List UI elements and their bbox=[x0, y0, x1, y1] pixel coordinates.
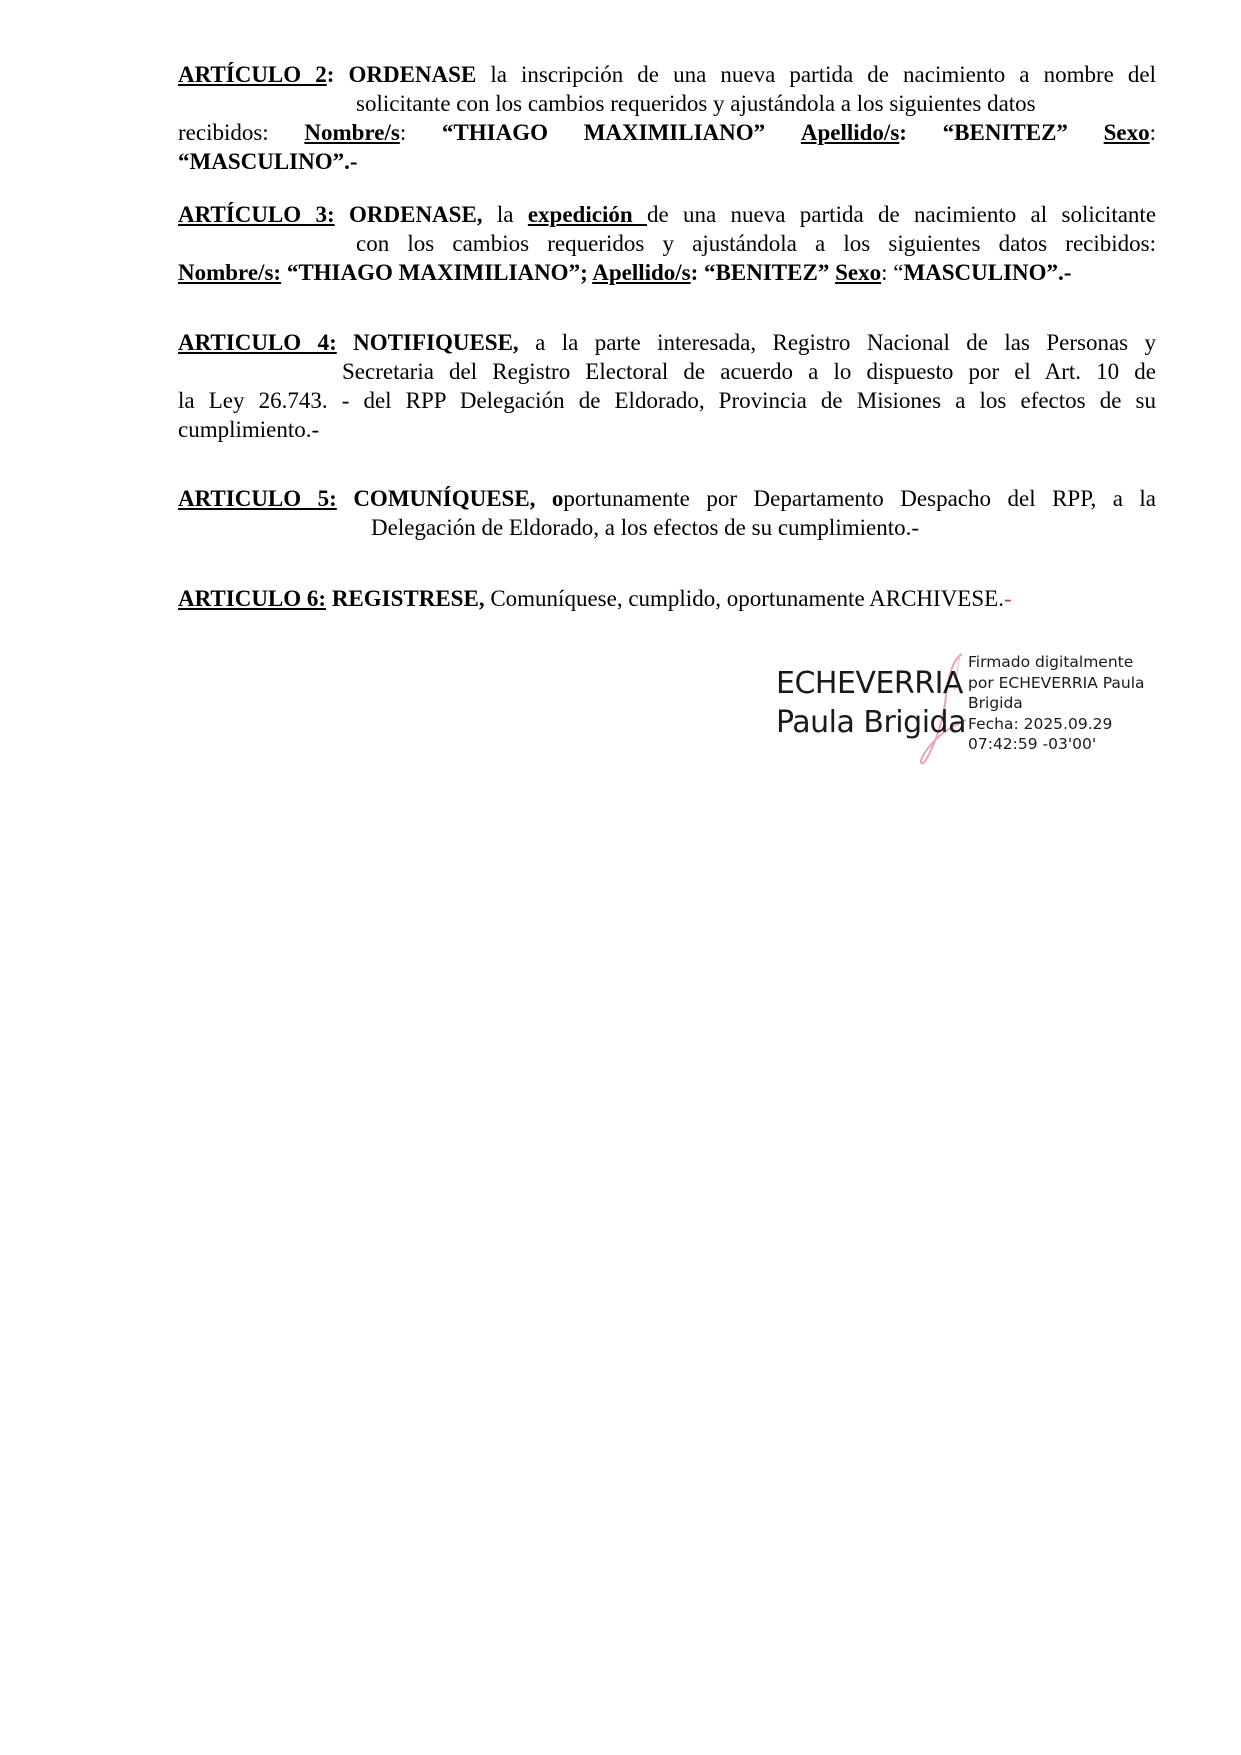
article-2-ending: .- bbox=[344, 149, 358, 174]
article-6-ending: - bbox=[1003, 586, 1012, 611]
signature-detail-2: por ECHEVERRIA Paula bbox=[968, 673, 1145, 692]
signature-detail-3: Brigida bbox=[968, 694, 1023, 712]
signer-surname: ECHEVERRIA bbox=[776, 666, 963, 701]
article-6-label: ARTICULO 6: bbox=[178, 586, 327, 611]
article-4-line-1 bbox=[178, 328, 1156, 357]
signature-detail-1: Firmado digitalmente bbox=[968, 653, 1134, 671]
article-2-text-2: solicitante con los cambios requeridos y ajustándola a los siguientes datos bbox=[356, 91, 1036, 116]
article-2-nombre-value: “THIAGO MAXIMILIANO” bbox=[441, 120, 766, 145]
signature-time: 07:42:59 -03'00' bbox=[968, 735, 1097, 753]
article-5-text-2: Delegación de Eldorado, a los efectos de su cumplimiento.- bbox=[371, 515, 919, 540]
article-4 bbox=[178, 328, 1156, 444]
article-2-keyword: ORDENASE bbox=[348, 62, 477, 87]
article-4-text-2: Secretaria del Registro Electoral de acuerdo a lo dispuesto por el Art. 10 de bbox=[342, 359, 1156, 384]
article-4-line-4 bbox=[178, 415, 1156, 444]
article-5-keyword: COMUNÍQUESE, o bbox=[353, 486, 564, 511]
article-5-line-2 bbox=[178, 513, 1156, 542]
article-4-label: ARTICULO 4: bbox=[178, 330, 337, 355]
article-2-sep-1: : bbox=[399, 120, 442, 145]
article-4-keyword: NOTIFIQUESE, bbox=[353, 330, 519, 355]
article-3-line-2 bbox=[178, 229, 1156, 258]
article-4-text-3: la Ley 26.743. - del RPP Delegación de Eldorado, Provincia de Misiones a los efectos de su bbox=[178, 388, 1156, 413]
article-4-text-4: cumplimiento.- bbox=[178, 417, 320, 442]
signer-given-names: Paula Brigida bbox=[776, 705, 966, 740]
article-3-nombre-label: Nombre/s: bbox=[178, 260, 282, 285]
article-3-label: ARTÍCULO 3: bbox=[178, 202, 335, 227]
article-3-sexo-label: Sexo bbox=[835, 260, 882, 285]
article-6-text-1: Comuníquese, cumplido, oportunamente ARCHIVESE. bbox=[484, 586, 1004, 611]
article-2-sexo-value: “MASCULINO” bbox=[178, 149, 345, 174]
digital-signature bbox=[776, 650, 1176, 770]
article-4-text-1: a la parte interesada, Registro Nacional de las Personas y bbox=[518, 330, 1157, 355]
signer-name bbox=[776, 664, 966, 742]
article-5 bbox=[178, 484, 1156, 542]
article-4-line-2 bbox=[178, 357, 1156, 386]
article-2-text-3: recibidos: bbox=[178, 120, 305, 145]
article-2-line-4 bbox=[178, 147, 1156, 176]
signature-date: Fecha: 2025.09.29 bbox=[968, 714, 1113, 733]
article-2-line-2 bbox=[178, 89, 1156, 118]
article-2-colon: : bbox=[326, 62, 335, 87]
article-5-text-1: portunamente por Departamento Despacho del RPP, a la bbox=[563, 486, 1157, 511]
article-3-apellido-value: : “BENITEZ” bbox=[690, 260, 836, 285]
article-3-text-2: de una nueva partida de nacimiento al solicitante bbox=[646, 202, 1157, 227]
article-2-apellido-value: “BENITEZ” bbox=[942, 120, 1068, 145]
article-2-line-3 bbox=[178, 118, 1156, 147]
article-3-expedicion: expedición bbox=[527, 202, 647, 227]
article-3-line-1 bbox=[178, 200, 1156, 229]
article-3-line-3 bbox=[178, 258, 1156, 287]
article-3-text-3: con los cambios requeridos y ajustándola a los siguientes datos recibidos: bbox=[356, 231, 1156, 256]
article-2-apellido-label: Apellido/s bbox=[800, 120, 900, 145]
article-2-sexo-label: Sexo bbox=[1103, 120, 1150, 145]
article-2-sep-2: : bbox=[899, 120, 943, 145]
signature-details bbox=[968, 652, 1145, 755]
article-3-sexo-value: MASCULINO”.- bbox=[903, 260, 1072, 285]
article-2 bbox=[178, 60, 1156, 176]
article-2-nombre-label: Nombre/s bbox=[304, 120, 400, 145]
article-6-keyword: REGISTRESE, bbox=[331, 586, 485, 611]
article-5-label: ARTICULO 5: bbox=[178, 486, 337, 511]
article-3-nombre-value: “THIAGO MAXIMILIANO”; bbox=[281, 260, 593, 285]
article-3-sexo-sep: : “ bbox=[881, 260, 904, 285]
article-3-apellido-label: Apellido/s bbox=[592, 260, 691, 285]
article-3-keyword: ORDENASE, bbox=[349, 202, 483, 227]
article-4-line-3 bbox=[178, 386, 1156, 415]
article-3 bbox=[178, 200, 1156, 287]
article-5-line-1 bbox=[178, 484, 1156, 513]
article-2-text-1: la inscripción de una nueva partida de nacimiento a nombre del bbox=[476, 62, 1157, 87]
article-2-sep-3: : bbox=[1149, 120, 1157, 145]
article-2-label: ARTÍCULO 2 bbox=[178, 62, 327, 87]
article-6-line-1 bbox=[178, 584, 1156, 613]
article-3-text-1: la bbox=[482, 202, 528, 227]
article-2-line-1 bbox=[178, 60, 1156, 89]
article-6 bbox=[178, 584, 1156, 613]
